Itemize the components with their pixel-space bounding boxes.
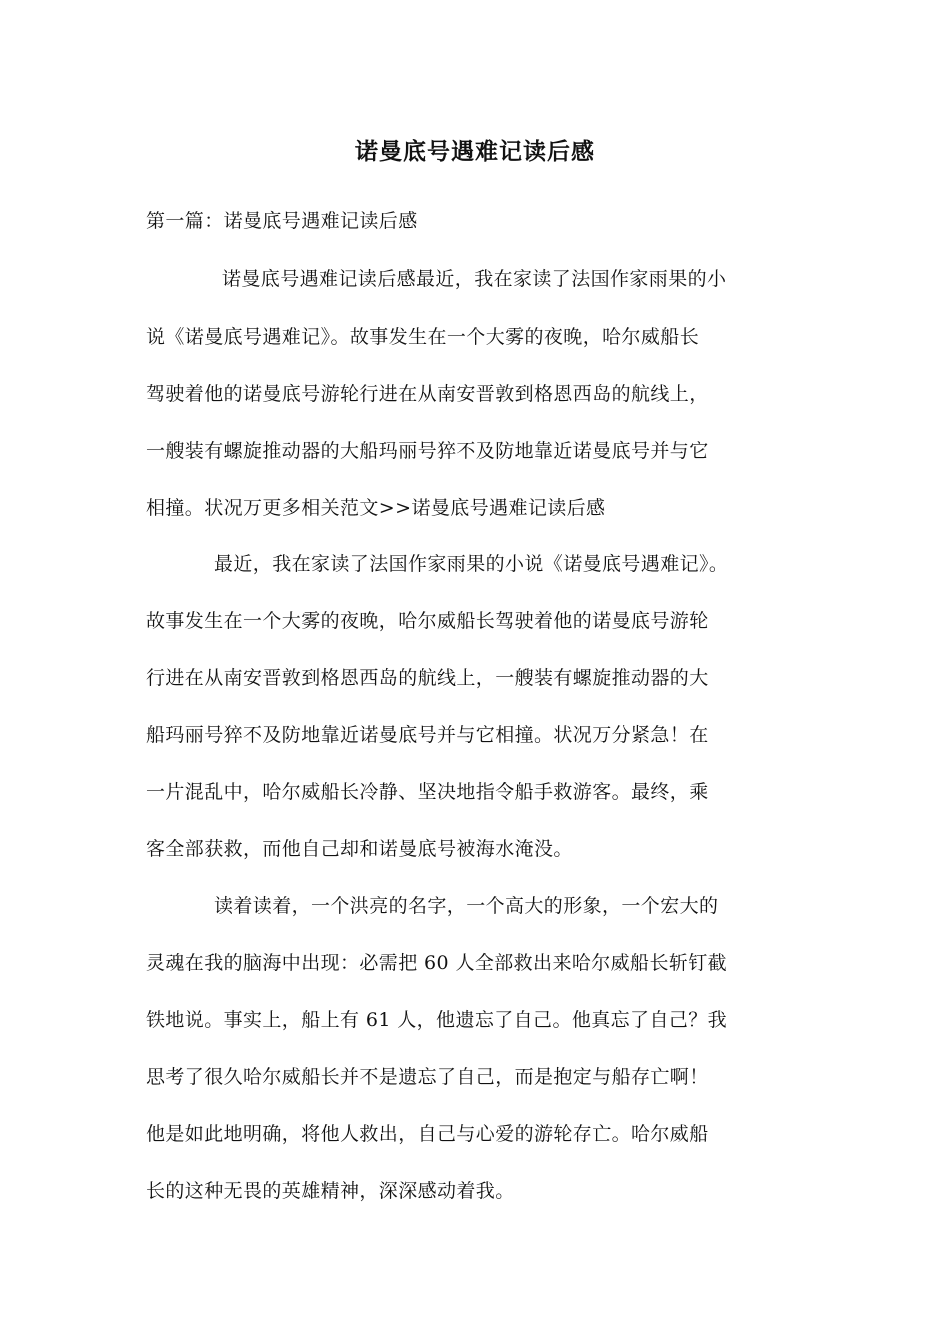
paragraph-2-line-2: 故事发生在一个大雾的夜晚，哈尔威船长驾驶着他的诺曼底号游轮 xyxy=(146,610,709,632)
paragraph-3-line-6: 长的这种无畏的英雄精神，深深感动着我。 xyxy=(146,1180,515,1202)
paragraph-2-line-1: 最近，我在家读了法国作家雨果的小说《诺曼底号遇难记》。 xyxy=(214,553,729,575)
paragraph-2-line-6: 客全部获救，而他自己却和诺曼底号被海水淹没。 xyxy=(146,838,573,860)
paragraph-2-line-3: 行进在从南安晋敦到格恩西岛的航线上，一艘装有螺旋推动器的大 xyxy=(146,667,709,689)
paragraph-3-line-5: 他是如此地明确，将他人救出，自己与心爱的游轮存亡。哈尔威船 xyxy=(146,1123,709,1145)
paragraph-3-line-2: 灵魂在我的脑海中出现：必需把 60 人全部救出来哈尔威船长斩钉截 xyxy=(146,952,728,974)
paragraph-3-line-3: 铁地说。事实上，船上有 61 人，他遗忘了自己。他真忘了自己？我 xyxy=(146,1009,728,1031)
paragraph-3-line-4: 思考了很久哈尔威船长并不是遗忘了自己，而是抱定与船存亡啊！ xyxy=(146,1066,709,1088)
paragraph-1-line-1: 诺曼底号遇难记读后感最近，我在家读了法国作家雨果的小 xyxy=(222,268,727,290)
paragraph-1-line-5: 相撞。状况万更多相关范文>>诺曼底号遇难记读后感 xyxy=(146,497,606,519)
paragraph-2-line-5: 一片混乱中，哈尔威船长冷静、坚决地指令船手救游客。最终，乘 xyxy=(146,781,709,803)
paragraph-1-line-2: 说《诺曼底号遇难记》。故事发生在一个大雾的夜晚，哈尔威船长 xyxy=(146,326,700,348)
paragraph-3-line-1: 读着读着，一个洪亮的名字，一个高大的形象，一个宏大的 xyxy=(214,895,719,917)
document-title: 诺曼底号遇难记读后感 xyxy=(355,139,595,165)
section-heading: 第一篇：诺曼底号遇难记读后感 xyxy=(146,210,418,232)
paragraph-2-line-4: 船玛丽号猝不及防地靠近诺曼底号并与它相撞。状况万分紧急！在 xyxy=(146,724,709,746)
paragraph-1-line-4: 一艘装有螺旋推动器的大船玛丽号猝不及防地靠近诺曼底号并与它 xyxy=(146,440,709,462)
paragraph-1-line-3: 驾驶着他的诺曼底号游轮行进在从南安晋敦到格恩西岛的航线上， xyxy=(146,383,709,405)
